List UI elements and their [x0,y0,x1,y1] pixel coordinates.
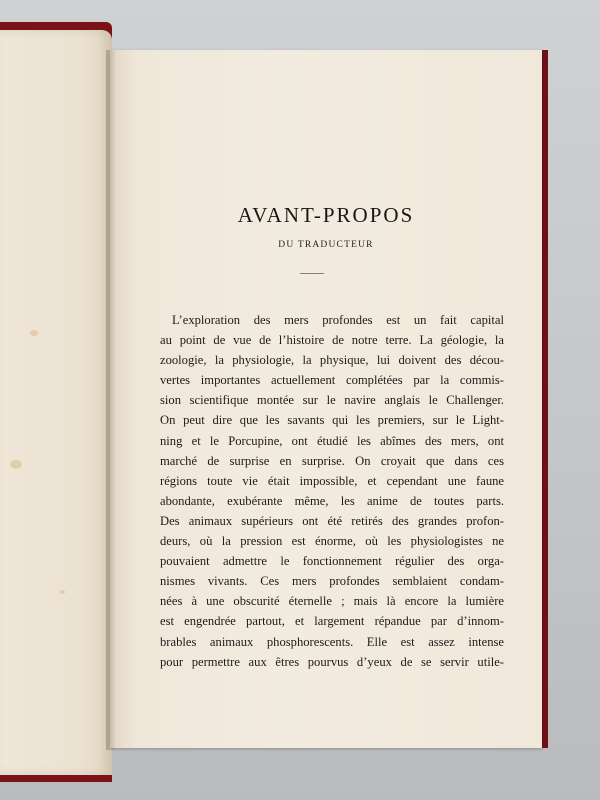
text-line: est engendrée partout, et largement répandue par d’innom- [160,614,504,629]
foxing-spot [10,460,22,469]
text-line: abondante, exubérante même, les anime de toutes parts. [160,493,504,508]
text-line: ning et le Porcupine, ont étudié les abîmes des mers, ont [160,433,504,448]
text-line: régions toute vie était impossible, et cependant une faune [160,473,504,488]
text-line: brables animaux phosphorescents. Elle est assez intense [160,634,504,649]
body-paragraph [160,310,504,672]
text-line: pour permettre aux êtres pourvus d’yeux de se servir utile- [160,654,504,669]
foxing-spot [60,590,65,594]
text-line: deurs, où la pression est énorme, où les physiologistes ne [160,534,504,549]
left-page [0,30,112,775]
title-rule-divider [300,273,324,274]
text-line: sion scientifique montée sur le navire anglais le Challenger. [160,393,504,408]
text-line: au point de vue de l’histoire de notre terre. La géologie, la [160,333,504,348]
text-line: zoologie, la physiologie, la physique, lui doivent des décou- [160,353,504,368]
text-line: nées à une obscurité éternelle ; mais là encore la lumière [160,594,504,609]
text-line: nismes vivants. Ces mers profondes semblaient condam- [160,574,504,589]
text-line: Des animaux supérieurs ont été retirés des grandes profon- [160,513,504,528]
text-line: vertes importantes actuellement complétées par la commis- [160,373,504,388]
text-line: L’exploration des mers profondes est un fait capital [172,313,504,327]
text-line: marché de surprise en surprise. On croyait que dans ces [160,453,504,468]
foxing-spot [30,330,38,336]
text-line: On peut dire que les savants qui les premiers, sur le Light- [160,413,504,428]
page-subtitle: DU TRADUCTEUR [278,240,374,250]
text-line: pouvaient admettre le fonctionnement régulier des orga- [160,554,504,569]
page-title: AVANT-PROPOS [237,203,415,227]
page-gutter-shadow [106,50,116,750]
